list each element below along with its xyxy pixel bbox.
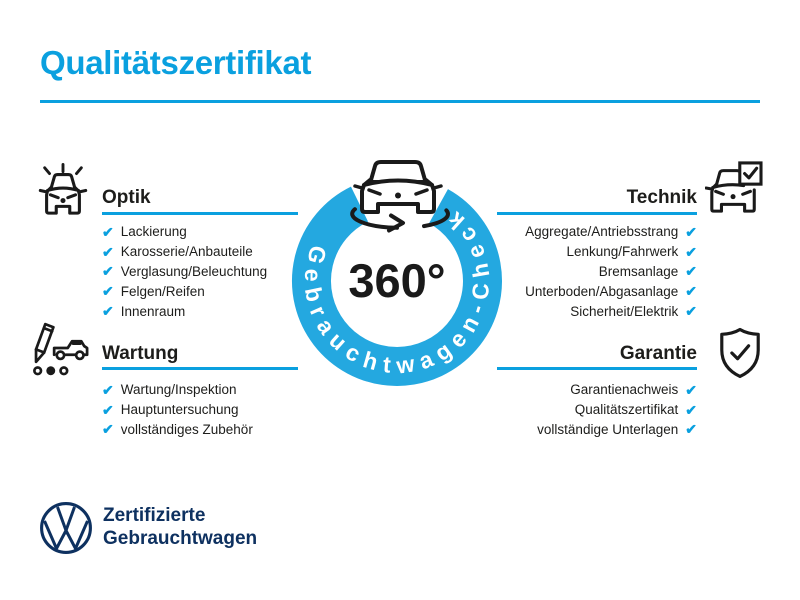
check-icon: ✔ xyxy=(685,421,697,438)
check-icon: ✔ xyxy=(102,381,114,398)
check-item-label: Innenraum xyxy=(120,303,186,319)
footer-line1: Zertifizierte xyxy=(103,505,206,526)
check-item-label: Lenkung/Fahrwerk xyxy=(566,244,679,260)
check-item-label: vollständiges Zubehör xyxy=(120,421,253,437)
footer-line2: Gebrauchtwagen xyxy=(103,527,258,549)
check-item-label: Verglasung/Beleuchtung xyxy=(120,263,268,279)
section-optik-list xyxy=(102,222,298,321)
check-icon: ✔ xyxy=(685,263,697,280)
360-check-badge xyxy=(270,130,530,420)
check-icon: ✔ xyxy=(685,303,697,320)
check-item xyxy=(102,242,298,262)
check-item xyxy=(102,262,298,282)
section-wartung-rule xyxy=(102,367,298,370)
check-icon: ✔ xyxy=(102,223,114,240)
check-icon: ✔ xyxy=(685,381,697,398)
check-item-label: Lackierung xyxy=(120,224,187,240)
check-icon: ✔ xyxy=(102,283,114,300)
footer-brand-text xyxy=(103,505,257,550)
check-item xyxy=(102,380,298,400)
check-item-label: Felgen/Reifen xyxy=(120,283,205,299)
section-garantie-title: Garantie xyxy=(619,343,697,364)
check-icon: ✔ xyxy=(102,401,114,418)
check-item-label: Wartung/Inspektion xyxy=(120,382,237,398)
shield-check-icon xyxy=(717,326,763,380)
check-item-label: Garantienachweis xyxy=(570,382,679,398)
check-item-label: Aggregate/Antriebsstrang xyxy=(525,224,679,240)
check-icon: ✔ xyxy=(685,283,697,300)
page-title: Qualitätszertifikat xyxy=(40,44,312,81)
section-wartung xyxy=(102,344,298,439)
check-item xyxy=(102,281,298,301)
check-item xyxy=(102,301,298,321)
pencil-car-service-icon xyxy=(28,319,90,377)
degree-label: 360° xyxy=(348,254,446,307)
check-icon: ✔ xyxy=(685,401,697,418)
check-icon: ✔ xyxy=(102,263,114,280)
section-wartung-list xyxy=(102,380,298,439)
check-icon: ✔ xyxy=(685,223,697,240)
check-item xyxy=(497,420,697,440)
section-wartung-title: Wartung xyxy=(102,343,179,364)
section-optik-rule xyxy=(102,212,298,215)
check-item-label: Sicherheit/Elektrik xyxy=(570,303,679,319)
check-icon: ✔ xyxy=(102,421,114,438)
section-technik-title: Technik xyxy=(626,187,697,208)
check-icon: ✔ xyxy=(102,303,114,320)
check-item xyxy=(102,222,298,242)
check-icon: ✔ xyxy=(685,243,697,260)
check-item-label: vollständige Unterlagen xyxy=(537,421,679,437)
check-item-label: Bremsanlage xyxy=(598,263,679,279)
check-icon: ✔ xyxy=(102,243,114,260)
vw-logo xyxy=(38,500,94,556)
title-divider xyxy=(40,100,760,103)
check-item-label: Unterboden/Abgasanlage xyxy=(525,283,679,299)
check-item xyxy=(102,400,298,420)
check-item-label: Qualitätszertifikat xyxy=(574,402,679,418)
ring-label: Gebrauchtwagen-Check xyxy=(299,201,495,379)
car-checkbox-icon xyxy=(705,161,763,215)
section-optik-title: Optik xyxy=(102,187,151,208)
check-item-label: Karosserie/Anbauteile xyxy=(120,244,253,260)
check-item-label: Hauptuntersuchung xyxy=(120,402,239,418)
check-item xyxy=(102,420,298,440)
car-shine-icon xyxy=(36,161,90,217)
section-optik xyxy=(102,188,298,321)
